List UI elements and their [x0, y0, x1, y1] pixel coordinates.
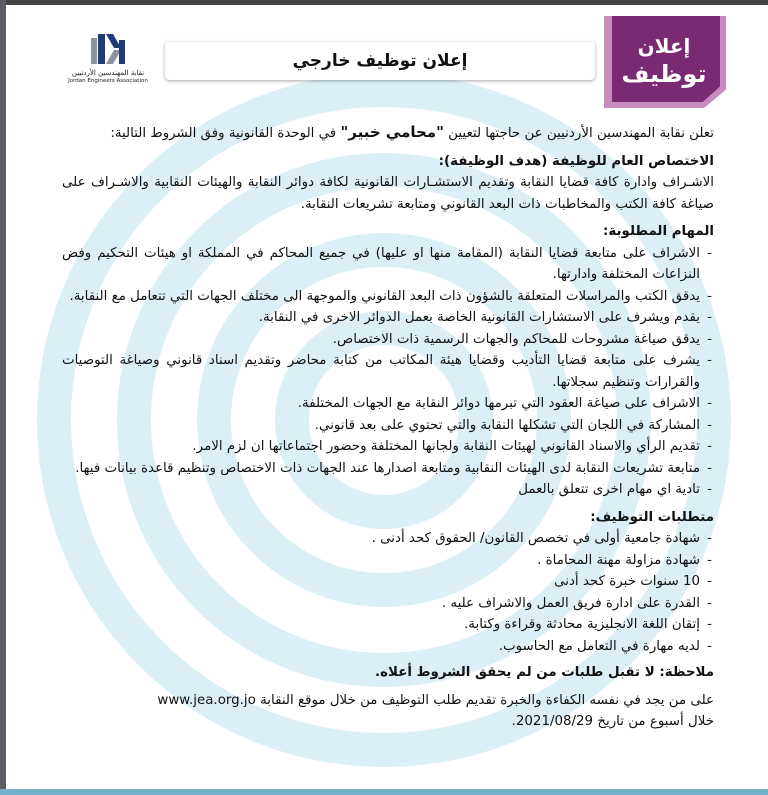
list-item: - الاشراف على صياغة العقود التي تبرمها دوائر النقابة مع الجهات المختلفة.	[62, 393, 714, 415]
badge-inner-shape	[612, 16, 720, 102]
website-url: www.jea.org.jo	[157, 692, 256, 708]
requirements-list	[62, 528, 714, 657]
requirements-title: متطلبات التوظيف:	[590, 509, 714, 525]
top-frame-edge	[0, 0, 768, 5]
list-item: - يقدم ويشرف على الاستشارات القانونية الخاصة بعمل الدوائر الاخرى في النقابة.	[62, 307, 714, 329]
page-title: إعلان توظيف خارجي	[292, 51, 468, 71]
job-goal-title: الاختصاص العام للوظيفة (هدف الوظيفة):	[438, 153, 714, 169]
job-ad-badge	[600, 16, 732, 112]
list-item: - إتقان اللغة الانجليزية محادثة وقراءة وكتابة.	[62, 614, 714, 636]
jea-logo	[66, 32, 150, 85]
list-item: - شهادة جامعية أولى في تخصص القانون/ الحقوق كحد أدنى .	[62, 528, 714, 550]
logo-arabic-name: نقابة المهندسين الأردنيين	[71, 69, 145, 77]
list-item: - 10 سنوات خبرة كحد أدنى	[62, 571, 714, 593]
list-item: - متابعة تشريعات النقابة لدى الهيئات النقابية ومتابعة اصدارها عند الجهات ذات الاختصاص وتنظيم قاعدة بيانات فيها.	[62, 458, 714, 480]
job-goal-text: الاشـراف وادارة كافة قضايا النقابة وتقديم الاستشـارات القانونية لكافة دوائر النقابة والهيئات النقابية والاشـراف على صياغة كافة الكتب والمخاطبات ذات البعد القانوني ومتابعة تشريعات النقابة.	[62, 175, 714, 212]
list-item: - شهادة مزاولة مهنة المحاماة .	[62, 550, 714, 572]
intro-paragraph	[62, 122, 714, 145]
closing-text: على من يجد في نفسه الكفاءة والخبرة تقديم طلب التوظيف من خلال موقع النقابة	[260, 692, 714, 708]
closing-line-1	[62, 690, 714, 712]
list-item: - تقديم الرأي والاسناد القانوني لهيئات النقابة ولجانها المختلفة وحضور اجتماعاتها ان لزم الامر.	[62, 436, 714, 458]
bottom-frame-edge	[0, 789, 768, 795]
closing-line-2: خلال أسبوع من تاريخ 2021/08/29.	[511, 714, 714, 729]
list-item: - تادية اي مهام اخرى تتعلق بالعمل	[62, 479, 714, 501]
intro-before: تعلن نقابة المهندسين الأردنيين عن حاجتها لتعيين	[443, 126, 714, 141]
note-text: ملاحظة: لا تقبل طلبات من لم يحقق الشروط أعلاه.	[375, 665, 714, 680]
list-item: - المشاركة في اللجان التي تشكلها النقابة والتي تحتوي على بعد قانوني.	[62, 415, 714, 437]
list-item: - القدرة على ادارة فريق العمل والاشراف عليه .	[62, 593, 714, 615]
badge-line-2: توظيف	[621, 60, 707, 88]
list-item: - الاشراف على متابعة قضايا النقابة (المقامة منها او عليها) في جميع المحاكم في المملكة او هيئات التحكيم وفض النزاعات المختلفة وادارتها.	[62, 243, 714, 286]
intro-after: في الوحدة القانونية وفق الشروط التالية:	[110, 126, 341, 141]
tasks-list	[62, 243, 714, 501]
list-item: - يشرف على متابعة قضايا التأديب وقضايا هيئة المكاتب من كتابة محاضر وتقديم اسناد قانوني وصياغة التوصيات والقرارات وتنظيم سجلاتها.	[62, 350, 714, 393]
tasks-title: المهام المطلوبة:	[603, 224, 714, 239]
list-item: - يدقق صياغة مشروحات للمحاكم والجهات الرسمية ذات الاختصاص.	[62, 329, 714, 351]
announcement-body	[62, 122, 714, 733]
jea-logo-icon	[87, 32, 129, 68]
logo-english-name: Jordan Engineers Association	[68, 78, 148, 84]
left-frame-edge	[0, 0, 6, 795]
list-item: - لديه مهارة في التعامل مع الحاسوب.	[62, 636, 714, 658]
title-banner	[165, 42, 595, 80]
list-item: - يدقق الكتب والمراسلات المتعلقة بالشؤون ذات البعد القانوني والموجهة الى مختلف الجهات التي تتعامل مع النقابة.	[62, 286, 714, 308]
intro-job-title: "محامي خبير"	[340, 123, 444, 141]
badge-line-1: إعلان	[637, 34, 691, 58]
